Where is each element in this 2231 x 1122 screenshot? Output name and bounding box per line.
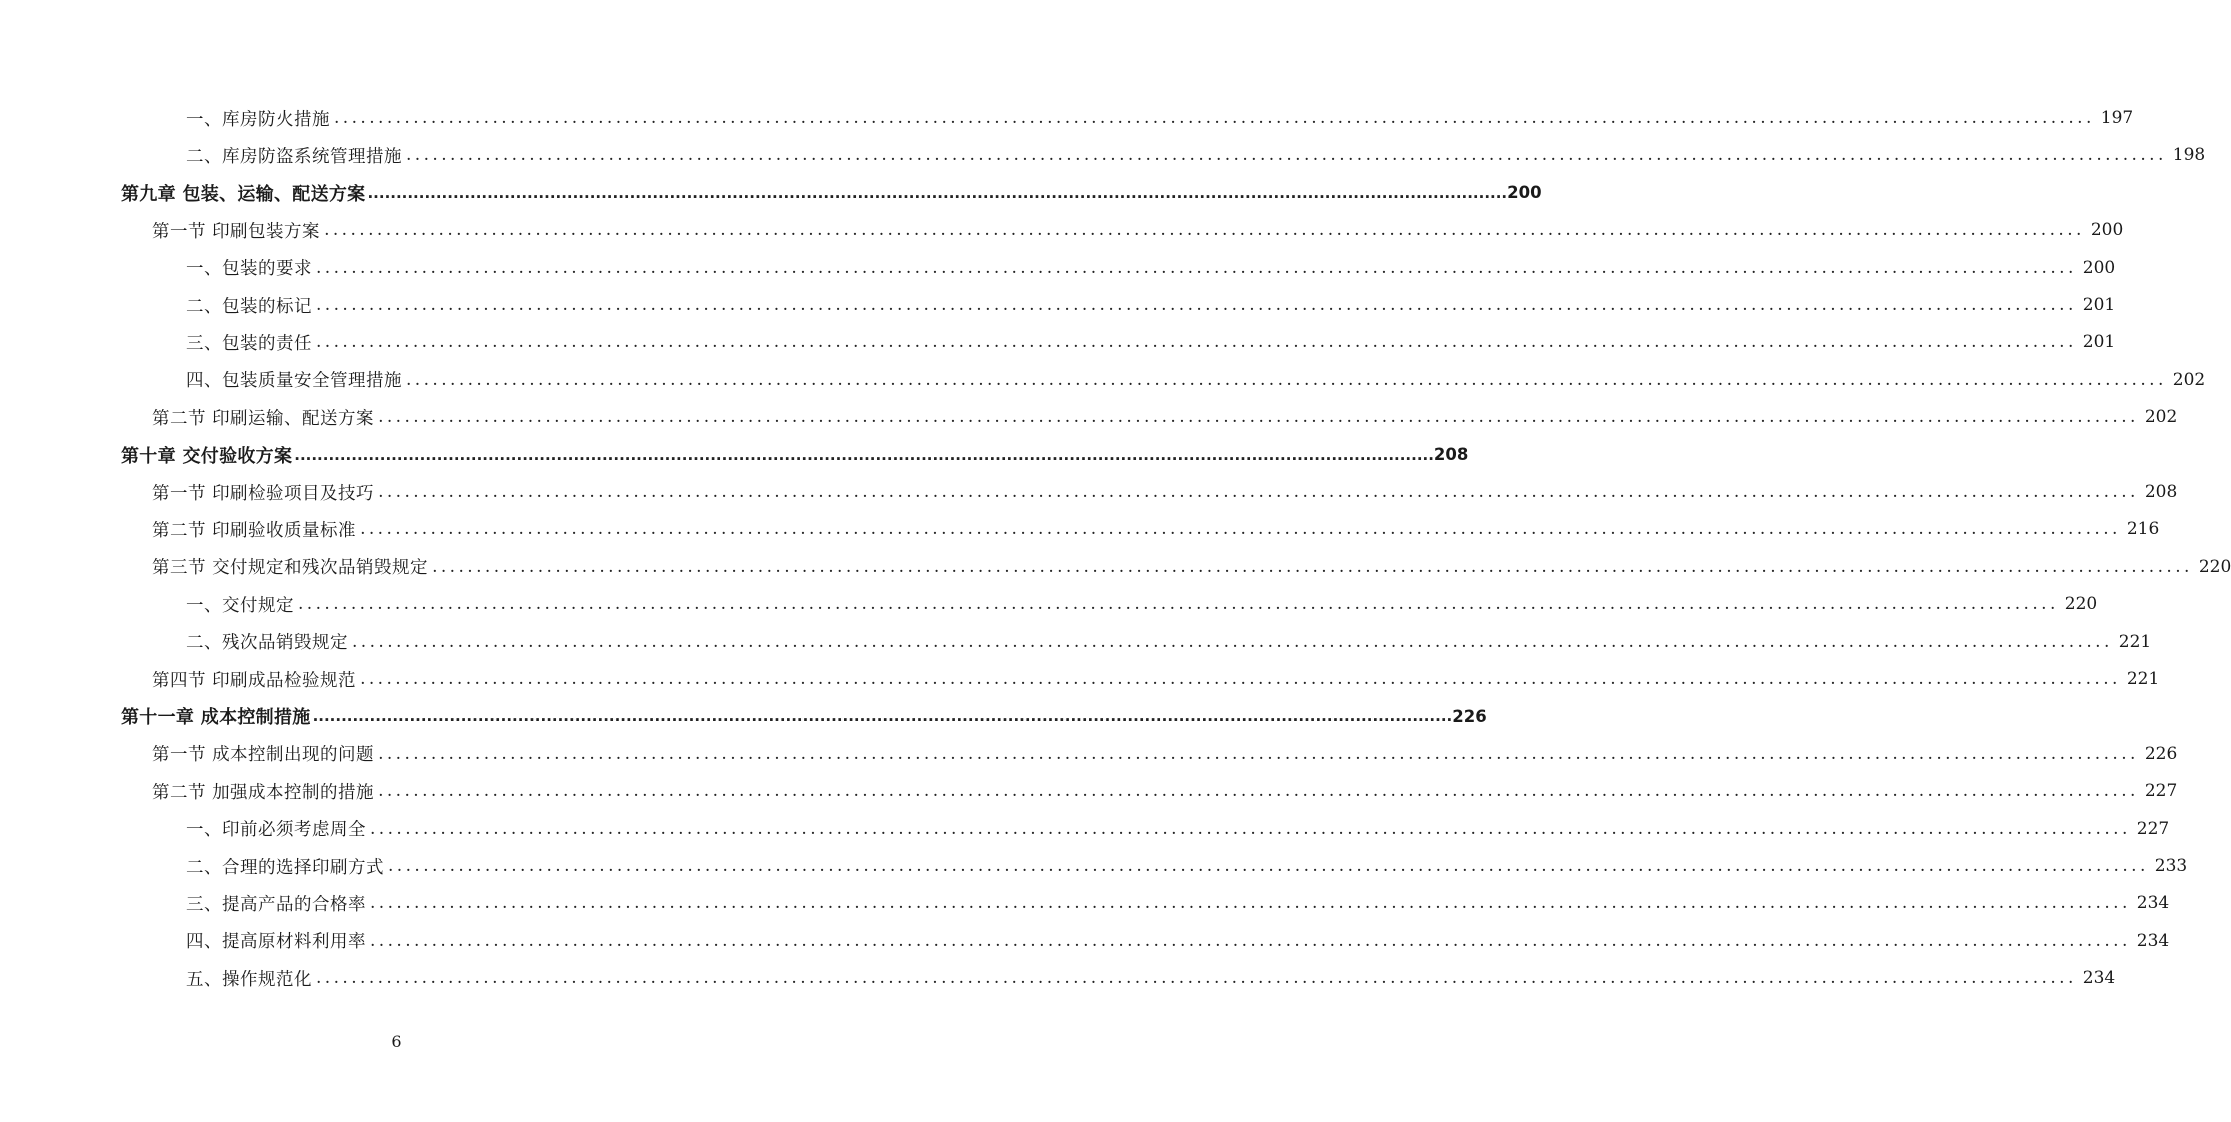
toc-dot-leader: ........................................................................................................................................................................................................ [406, 145, 2167, 166]
toc-entry-label: 四、提高原材料利用率 [186, 932, 366, 953]
toc-entry-label: 二、残次品销毁规定 [186, 633, 348, 654]
toc-entry-page-number: 234 [2136, 930, 2170, 951]
toc-entry-page-number: 234 [2082, 968, 2116, 989]
toc-entry-label: 第一节 印刷检验项目及技巧 [152, 483, 375, 504]
toc-entry-subsection[interactable] [186, 811, 2170, 847]
toc-entry-page-number: 227 [2136, 818, 2170, 839]
toc-entry-label: 一、印前必须考虑周全 [186, 820, 366, 841]
toc-entry-label: 第一节 印刷包装方案 [152, 221, 321, 242]
toc-entry-section[interactable] [152, 736, 2178, 772]
toc-dot-leader: ........................................................................................................................................................................................................ [370, 818, 2131, 839]
toc-entry-section[interactable] [152, 661, 2160, 697]
toc-entry-label: 第十一章 成本控制措施 [121, 707, 311, 729]
toc-entry-subsection[interactable] [186, 923, 2170, 959]
toc-entry-label: 二、包装的标记 [186, 296, 312, 317]
toc-entry-subsection[interactable] [186, 586, 2098, 622]
toc-entry-label: 一、交付规定 [186, 595, 294, 616]
toc-dot-leader: ........................................................................................................................................................................................................ [316, 295, 2077, 315]
toc-entry-page-number: 220 [2064, 594, 2098, 615]
toc-dot-leader: ........................................................................................................................................................................................................ [432, 556, 2193, 577]
toc-dot-leader: ........................................................................................................................................................................................................ [298, 594, 2059, 615]
toc-entry-label: 第四节 印刷成品检验规范 [152, 670, 357, 691]
toc-dot-leader: ........................................................................................................................................................................................................ [370, 893, 2131, 914]
toc-entry-label: 一、库房防火措施 [186, 109, 330, 130]
toc-dot-leader: ........................................................................................................................................................................................................ [378, 743, 2139, 764]
toc-entry-subsection[interactable] [186, 250, 2116, 286]
toc-dot-leader: ........................................................................................................................................................................................................ [378, 781, 2139, 802]
toc-entry-subsection[interactable] [186, 362, 2206, 398]
toc-dot-leader: ........................................................................................................................................................................................................ [316, 332, 2077, 353]
toc-entry-subsection[interactable] [186, 848, 2188, 884]
toc-entry-page-number: 201 [2082, 295, 2116, 315]
toc-entry-label: 第九章 包装、运输、配送方案 [121, 183, 366, 205]
toc-entry-subsection[interactable] [186, 624, 2152, 660]
toc-entry-page-number: 208 [2144, 482, 2178, 502]
toc-dot-leader: ........................................................................................................................................................................................................ [406, 369, 2167, 390]
toc-entry-label: 第一节 成本控制出现的问题 [152, 745, 375, 766]
toc-dot-leader: ........................................................................................................................................................................................................ [294, 445, 1434, 464]
toc-entry-page-number: 226 [1452, 706, 1487, 726]
toc-entry-subsection[interactable] [186, 100, 2134, 136]
toc-entry-section[interactable] [152, 511, 2160, 547]
toc-entry-subsection[interactable] [186, 287, 2116, 323]
toc-dot-leader: ........................................................................................................................................................................................................ [388, 856, 2149, 876]
toc-entry-section[interactable] [152, 549, 2231, 585]
toc-dot-leader: ........................................................................................................................................................................................................ [360, 669, 2121, 689]
toc-entry-page-number: 198 [2172, 145, 2206, 166]
toc-entry-section[interactable] [152, 474, 2178, 510]
toc-entry-label: 第二节 印刷验收质量标准 [152, 520, 357, 541]
toc-entry-subsection[interactable] [186, 137, 2206, 173]
toc-entry-chapter[interactable] [121, 698, 1487, 734]
toc-entry-page-number: 200 [2082, 257, 2116, 278]
toc-dot-leader: ........................................................................................................................................................................................................ [334, 108, 2095, 128]
toc-entry-label: 三、包装的责任 [186, 333, 312, 354]
toc-dot-leader: ........................................................................................................................................................................................................ [316, 968, 2077, 989]
toc-entry-page-number: 216 [2126, 519, 2160, 540]
toc-dot-leader: ........................................................................................................................................................................................................ [316, 257, 2077, 278]
toc-entry-label: 一、包装的要求 [186, 259, 312, 280]
toc-dot-leader: ........................................................................................................................................................................................................ [312, 707, 1453, 726]
toc-entry-label: 五、操作规范化 [186, 969, 312, 990]
toc-entry-section[interactable] [152, 399, 2178, 435]
toc-entry-page-number: 227 [2144, 781, 2178, 802]
toc-entry-label: 第二节 印刷运输、配送方案 [152, 408, 375, 429]
toc-entry-label: 二、库房防盗系统管理措施 [186, 146, 402, 167]
toc-entry-label: 三、提高产品的合格率 [186, 894, 366, 915]
toc-dot-leader: ........................................................................................................................................................................................................ [378, 407, 2139, 428]
toc-entry-subsection[interactable] [186, 324, 2116, 360]
toc-entry-label: 二、合理的选择印刷方式 [186, 857, 384, 878]
toc-entry-page-number: 208 [1433, 445, 1469, 465]
toc-dot-leader: ........................................................................................................................................................................................................ [360, 519, 2121, 540]
toc-entry-page-number: 233 [2154, 856, 2188, 876]
page-number: 6 [391, 1032, 402, 1051]
toc-dot-leader: ........................................................................................................................................................................................................ [324, 220, 2085, 241]
toc-entry-page-number: 200 [1507, 183, 1542, 203]
toc-entry-section[interactable] [152, 212, 2124, 248]
toc-entry-subsection[interactable] [186, 885, 2170, 921]
toc-entry-chapter[interactable] [121, 437, 1469, 473]
toc-dot-leader: ........................................................................................................................................................................................................ [352, 631, 2113, 652]
toc-entry-page-number: 201 [2082, 332, 2116, 353]
toc-dot-leader: ........................................................................................................................................................................................................ [370, 930, 2131, 951]
toc-entry-page-number: 226 [2144, 743, 2178, 764]
toc-entry-section[interactable] [152, 773, 2178, 809]
toc-dot-leader: ........................................................................................................................................................................................................ [367, 183, 1508, 202]
toc-entry-page-number: 202 [2172, 369, 2206, 390]
toc-entry-label: 第二节 加强成本控制的措施 [152, 782, 375, 803]
toc-entry-label: 四、包装质量安全管理措施 [186, 371, 402, 392]
toc-entry-page-number: 220 [2198, 556, 2231, 577]
toc-entry-page-number: 221 [2126, 669, 2160, 689]
toc-entry-page-number: 200 [2090, 220, 2124, 241]
toc-dot-leader: ........................................................................................................................................................................................................ [378, 482, 2139, 502]
toc-entry-label: 第十章 交付验收方案 [121, 445, 293, 467]
toc-entry-chapter[interactable] [121, 175, 1542, 211]
toc-entry-page-number: 221 [2118, 631, 2152, 652]
toc-entry-page-number: 197 [2100, 108, 2134, 128]
toc-entry-page-number: 234 [2136, 893, 2170, 914]
toc-entry-subsection[interactable] [186, 960, 2116, 996]
toc-entry-label: 第三节 交付规定和残次品销毁规定 [152, 558, 429, 579]
toc-entry-page-number: 202 [2144, 407, 2178, 428]
